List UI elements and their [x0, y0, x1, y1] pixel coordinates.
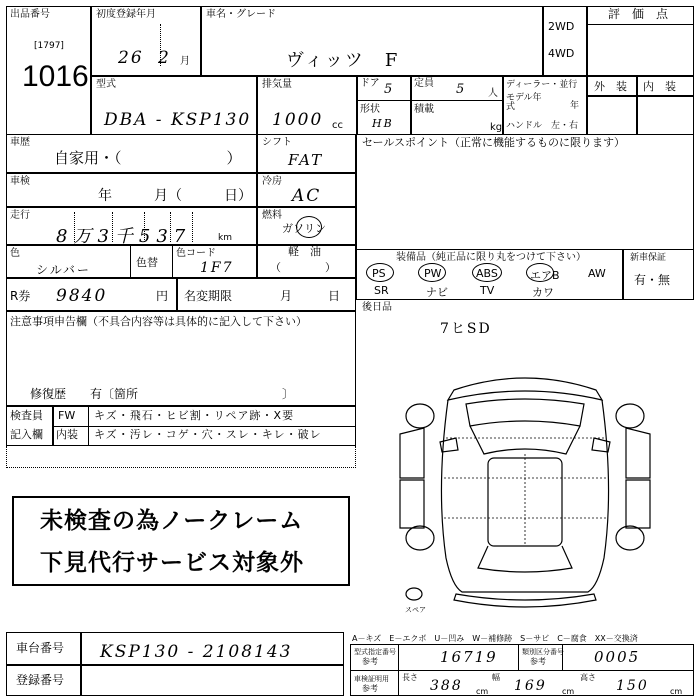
name-change-value: 月 日 [280, 289, 341, 303]
inspection-label: 車検 [10, 176, 30, 187]
car-damage-diagram [396, 368, 654, 616]
shape-value: HB [372, 117, 394, 130]
notes-label: 注意事項申告欄（不具合内容等は具体的に記入して下さい） [10, 315, 307, 328]
model-name-label: 車名・グレード [206, 9, 276, 20]
displacement-label: 排気量 [262, 79, 292, 90]
month-unit: 月 [180, 56, 190, 67]
class-sub: 参考 [530, 657, 546, 666]
spare-label: スペア [405, 606, 426, 614]
sales-point-box [356, 134, 694, 250]
reg-label: 登録番号 [16, 673, 65, 687]
history-label: 車歴 [10, 137, 30, 148]
damage-legend: A－キズ E－エクボ U－凹み W－補修跡 S－サビ C－腐食 XX－交換済 [352, 634, 638, 643]
chassis-label: 車台番号 [16, 641, 65, 655]
equip-airbag-circle [526, 263, 554, 282]
width-label: 幅 [492, 673, 500, 682]
in-label: 内装 [56, 428, 78, 441]
fuel-diesel: 軽 油 [288, 245, 321, 258]
mileage-unit: km [218, 233, 232, 243]
chassis-value: KSP130 - 2108143 [100, 642, 293, 662]
color-value: シルバー [36, 263, 91, 277]
equip-ps-circle [366, 263, 394, 282]
equip-leather: カワ [532, 286, 554, 299]
shape-label: 形状 [360, 104, 380, 115]
recycle-value: 9840 [56, 286, 108, 306]
equip-airbag: エアB [530, 269, 560, 282]
new-car-label: 新車保証 [630, 253, 667, 263]
filler-box [6, 446, 356, 468]
color-code-value: 1F7 [200, 260, 234, 276]
dims-sub: 参考 [362, 684, 378, 693]
year-unit: 年 [570, 101, 580, 111]
width-value: 169 [514, 678, 547, 694]
dims-label: 車検証明用 [354, 675, 389, 683]
model-cert-label: 型式指定番号 [354, 648, 396, 656]
after-label: 後日品 [362, 302, 392, 313]
model-cert-value: 16719 [440, 648, 498, 666]
inspection-value: 年 月（ 日） [98, 188, 252, 204]
interior-label: 内 装 [643, 80, 676, 93]
shift-label: シフト [262, 137, 292, 148]
equip-abs-circle [472, 263, 502, 282]
mileage-label: 走行 [10, 210, 30, 221]
type-value: DBA - KSP130 [104, 110, 252, 130]
height-value: 150 [616, 678, 649, 694]
exterior-label: 外 装 [594, 80, 627, 93]
height-unit: cm [670, 687, 683, 696]
doors-label: ドア [360, 78, 380, 89]
shift-value: FAT [288, 151, 324, 169]
length-label: 長さ [402, 673, 418, 682]
first-reg-label: 初度登録年月 [96, 9, 156, 20]
capacity-value: 5 [456, 82, 467, 97]
checker-label2: 記入欄 [10, 428, 43, 441]
equip-pw: PW [424, 267, 442, 280]
first-reg-year: 26 [118, 48, 144, 68]
length-unit: cm [476, 687, 489, 696]
model-year-label: モデル年式 [506, 93, 542, 112]
displacement-value: 1000 [272, 110, 324, 130]
recycle-unit: 円 [156, 289, 169, 303]
lot-number: 1016 [22, 60, 89, 93]
lot-label: 出品番号 [10, 9, 50, 20]
fw-label: FW [58, 409, 76, 422]
height-label: 高さ [580, 673, 596, 682]
class-label: 類別区分番号 [522, 648, 564, 656]
fuel-circle-mark [296, 216, 322, 238]
ac-label: 冷房 [262, 176, 282, 187]
equip-navi: ナビ [426, 286, 448, 299]
class-value: 0005 [594, 648, 641, 666]
equip-pw-circle [418, 263, 446, 282]
equip-ps: PS [372, 267, 386, 280]
equip-sr: SR [374, 284, 389, 297]
after-value: 7ヒSD [440, 321, 492, 337]
model-name-value: ヴィッツ F [286, 50, 400, 71]
score-label: 評 価 点 [608, 7, 669, 21]
equip-abs: ABS [476, 267, 498, 280]
displacement-unit: cc [332, 120, 343, 131]
equipment-label: 装備品（純正品に限り丸をつけて下さい） [396, 252, 586, 263]
name-change-label: 名変期限 [184, 289, 233, 303]
length-value: 388 [430, 678, 463, 694]
recycle-label: R券 [10, 289, 31, 303]
doors-value: 5 [384, 82, 395, 97]
color-change-label: 色替 [136, 256, 158, 269]
handle-label: ハンドル 左・右 [506, 121, 579, 131]
color-code-label: 色コード [176, 248, 216, 259]
notice-line2: 下見代行サービス対象外 [40, 550, 304, 576]
dealer-label: ディーラー・並行 [506, 80, 578, 90]
sales-point-label: セールスポイント（正常に機能するものに限ります） [362, 136, 626, 149]
load-label: 積載 [414, 104, 434, 115]
fuel-other: （ ） [270, 261, 336, 274]
in-items: キズ・汚レ・コゲ・穴・スレ・キレ・破レ [94, 428, 322, 441]
ac-value: AC [292, 186, 322, 206]
checker-label1: 検査員 [10, 409, 43, 422]
lot-sub: [1797] [34, 41, 64, 51]
model-cert-sub: 参考 [362, 657, 378, 666]
notice-line1: 未検査の為ノークレーム [40, 508, 304, 534]
fuel-label: 燃料 [262, 210, 282, 221]
color-label: 色 [10, 248, 20, 259]
type-label: 型式 [96, 79, 116, 90]
equip-tv: TV [480, 284, 495, 297]
new-car-value: 有・無 [634, 273, 671, 287]
load-unit: kg [490, 122, 503, 133]
fuel-gasoline: ガソリン [282, 222, 326, 235]
fw-items: キズ・飛石・ヒビ割・リペア跡・X要 [94, 409, 295, 422]
equip-aw: AW [588, 267, 606, 280]
capacity-unit: 人 [488, 88, 498, 99]
history-value: 自家用・（ ） [54, 149, 242, 167]
first-reg-month: 2 [158, 48, 171, 68]
drive-2wd: 2WD [548, 20, 575, 33]
width-unit: cm [562, 687, 575, 696]
mileage-value: 8万3千537 [56, 226, 192, 247]
repair-label: 修復歴 有〔箇所 〕 [30, 387, 295, 401]
drive-4wd: 4WD [548, 47, 575, 60]
capacity-label: 定員 [414, 78, 434, 89]
